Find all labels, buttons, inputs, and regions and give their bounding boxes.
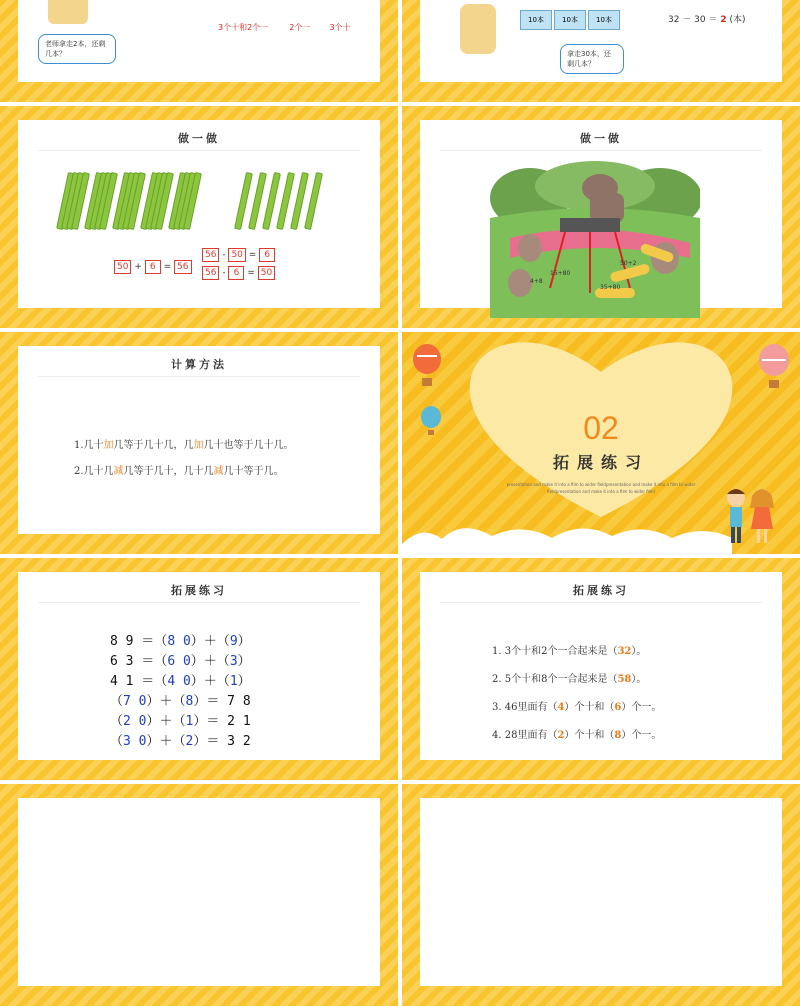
equation-add: 50 + 6 = 56 (114, 260, 192, 274)
slide-6[interactable] (402, 332, 800, 554)
slide-5-card (18, 346, 380, 534)
slide-4[interactable] (402, 106, 800, 328)
slide-title: 计算方法 (18, 356, 380, 372)
exercise-row: 6 3 ＝（6 0）＋（3） (110, 654, 251, 669)
equation-sub-2: 56 - 6 = 50 (202, 266, 275, 280)
slide-7-card (18, 572, 380, 760)
balloon-right-icon (758, 344, 790, 390)
single-sticks (240, 172, 330, 232)
children-illustration (720, 484, 780, 554)
speech-bubble (38, 34, 116, 64)
bundle-icon (144, 172, 170, 228)
slide-1[interactable] (0, 0, 398, 102)
slide-3[interactable] (0, 106, 398, 328)
slide-10[interactable] (402, 784, 800, 1006)
bundle-icon (88, 172, 114, 228)
equation-sub-1: 56 - 50 = 6 (202, 248, 275, 262)
exercise-row: 8 9 ＝（8 0）＋（9） (110, 634, 251, 649)
book-box: 10本 (520, 10, 552, 30)
slide-1-card (18, 0, 380, 82)
equation: 32 － 30 ＝ 2 (本) (668, 15, 746, 25)
bubble-text: 老师拿走2本，还剩几本？ (45, 40, 106, 58)
slide-8[interactable] (402, 558, 800, 780)
question-1: 1. 3个十和2个一合起来是（32）。 (492, 646, 647, 657)
slide-7[interactable] (0, 558, 398, 780)
section-number: 02 (583, 410, 619, 446)
teacher-figure (48, 0, 88, 24)
method-line-1: 1.几十加几等于几十几，几加几十也等于几十几。 (74, 440, 294, 451)
exercise-row: （2 0）＋（1）＝ 2 1 (110, 714, 251, 729)
exercise-rows (110, 632, 251, 752)
question-4: 4. 28里面有（2）个十和（8）个一。 (492, 730, 662, 741)
balloon-left-icon (412, 344, 442, 388)
slide-3-card (18, 120, 380, 308)
slide-title: 做一做 (18, 130, 380, 146)
exercise-row: （3 0）＋（2）＝ 3 2 (110, 734, 251, 749)
slide-title: 拓展练习 (18, 582, 380, 598)
speech-bubble (560, 44, 624, 74)
slide-4-card: 做一做 50+2 4+8 35+80 15+80 (420, 120, 782, 308)
bundle-icon (60, 172, 86, 228)
section-subtitle-2: fieldpresentation and make it into a film to wider field (547, 489, 655, 494)
question-2: 2. 5个十和8个一合起来是（58）。 (492, 674, 647, 685)
exercise-row: （7 0）＋（8）＝ 7 8 (110, 694, 251, 709)
label-2: 2个一 (289, 23, 311, 32)
slide-2-card (420, 0, 782, 82)
bundle-icon (172, 172, 198, 228)
question-3: 3. 46里面有（4）个十和（6）个一。 (492, 702, 662, 713)
bear-bbq-illustration (490, 158, 700, 318)
book-box: 10本 (588, 10, 620, 30)
equation-answer: 2 (720, 15, 727, 25)
slide-5[interactable] (0, 332, 398, 554)
bubble-text: 拿走30本，还剩几本？ (567, 50, 611, 68)
slide-title: 做一做 (420, 130, 782, 146)
slide-8-card (420, 572, 782, 760)
label-3: 3个十 (329, 23, 351, 32)
book-box: 10本 (554, 10, 586, 30)
book-stack (520, 10, 620, 30)
slide-9-card (18, 798, 380, 986)
label-1: 3个十和2个一 (218, 23, 269, 32)
stick-bundles (60, 172, 230, 232)
section-title: 拓展练习 (552, 453, 649, 472)
section-subtitle-1: presentation and make it into a film to wider fieldpresentation and make it into a film to wider (506, 482, 696, 487)
question-list (492, 638, 661, 750)
slide-10-card (420, 798, 782, 986)
bundle-icon (116, 172, 142, 228)
slide-title: 拓展练习 (420, 582, 782, 598)
label-row (218, 22, 351, 33)
teacher-figure (460, 4, 496, 54)
slide-9[interactable] (0, 784, 398, 1006)
exercise-row: 4 1 ＝（4 0）＋（1） (110, 674, 251, 689)
method-line-2: 2.几十几减几等于几十，几十几减几十等于几。 (74, 466, 284, 477)
slide-2[interactable] (402, 0, 800, 102)
